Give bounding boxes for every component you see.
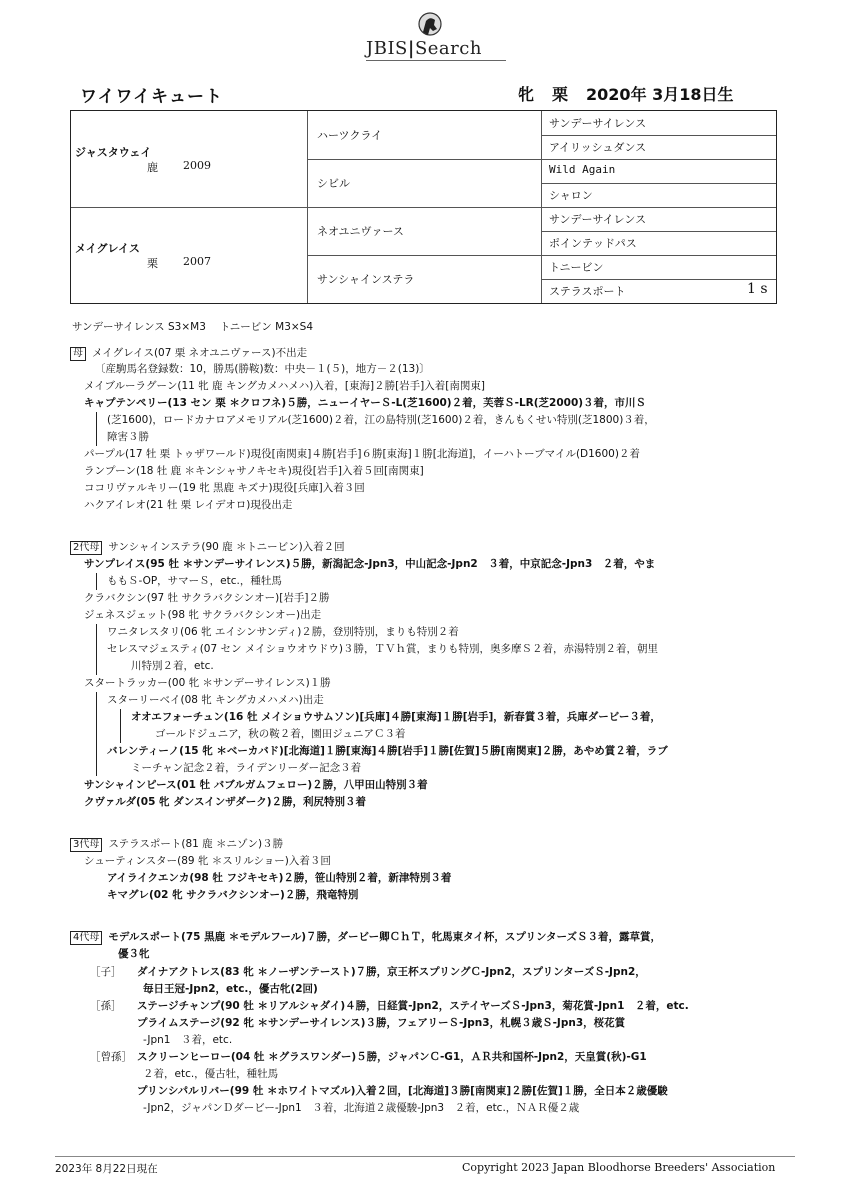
generation-label-child: ［子］ [90,966,122,978]
second-dam-foal: スタートラッカー(00 牝 ＊サンデーサイレンス)１勝 [84,677,331,689]
dam-produce-summary: 〔産駒馬名登録数：10，勝馬(勝鞍)数：中央－１(５)，地方－２(13)〕 [95,363,430,375]
ped-gen3-6: ポインテッドパス [549,237,637,250]
granddaughter-foal: スターリーベイ(08 牝 キングカメハメハ)出走 [107,694,324,706]
ped-gen3-2: アイリッシュダンス [549,141,647,154]
pedigree-table [70,110,777,304]
third-dam-foal: シューティンスター(89 牝 ＊スリルショー)入着３回 [84,855,331,867]
ped-cross-note: 1 s [747,281,768,297]
granddaughter-foal: バレンティーノ(15 牝 ＊ベーカバド)[北海道]１勝[東海]４勝[岩手]１勝[佐賀]５勝[南関東]２勝，あやめ賞２着，ラブ [107,745,668,757]
dam-section-header [70,345,307,361]
generation-label-great-grandchild: ［曾孫］ [90,1051,132,1063]
indent-bar [96,624,97,675]
dam-foal: キャプテンペリー(13 セン 栗 ＊クロフネ)５勝，ニューイヤーＳ-L(芝1600)２着，芙蓉Ｓ-LR(芝2000)３着，市川Ｓ [84,397,647,409]
fourth-dam-descendant: ステージチャンプ(90 牡 ＊リアルシャダイ)４勝，日経賞-Jpn2，ステイヤーズＳ-Jpn3，菊花賞-Jpn1 ２着，etc. [137,1000,689,1012]
indent-bar [120,709,121,743]
fourth-dam-descendant-cont: ２着，etc.，優古牡，種牡馬 [143,1068,279,1080]
ped-divider [307,255,776,256]
third-dam-header [70,836,283,852]
inbreeding-note: サンデーサイレンス S3×M3 トニービン M3×S4 [72,321,314,333]
ped-gen3-5: サンデーサイレンス [549,213,647,226]
dam-foal: ランプーン(18 牡 鹿 ＊キンシャサノキセキ)現役[岩手]入着５回[南関東] [84,465,424,477]
third-dam-grandfoal: キマグレ(02 牝 サクラバクシンオー)２勝，飛竜特別 [107,889,359,901]
dam-year: 2007 [183,255,211,268]
fourth-dam-descendant: プリンシパルリバー(99 牡 ＊ホワイトマズル)入着２回，[北海道]３勝[南関東]２勝[佐賀]１勝，全日本２歳優駿 [137,1085,668,1097]
granddaughter-foal-cont: ミーチャン記念２着，ライデンリーダー記念３着 [131,762,362,774]
second-dam-foal: ジェネスジェット(98 牝 サクラバクシンオー)出走 [84,609,322,621]
logo-sub: Search [414,38,482,59]
dam-dam: サンシャインステラ [317,273,415,286]
fourth-dam-line-cont: 優３牝 [118,948,150,960]
sire-color: 鹿 [147,161,158,174]
ped-gen3-7: トニービン [549,261,604,274]
second-dam-foal: サンシャインピース(01 牡 バブルガムフェロー)２勝，八甲田山特別３着 [84,779,428,791]
ped-divider [307,159,776,160]
dam-foal: ココリヴァルキリー(19 牝 黒鹿 キズナ)現役[兵庫]入着３回 [84,482,365,494]
sire-name: ジャスタウェイ [75,146,152,159]
third-dam-tag: 3代母 [70,838,102,852]
copyright: Copyright 2023 Japan Bloodhorse Breeders' Association [462,1161,776,1174]
fourth-dam-descendant-cont: -Jpn2，ジャパンＤダービー-Jpn1 ３着，北海道２歳優駿-Jpn3 ２着，etc.，ＮＡＲ優２歳 [143,1102,580,1114]
dam-foal-cont: (芝1600)，ロードカナロアメモリアル(芝1600)２着，江の島特別(芝1600)２着，きんもくせい特別(芝1800)３着， [107,414,655,426]
ped-divider [541,279,776,280]
fourth-dam-descendant-cont: 毎日王冠-Jpn2，etc.，優古牝(2回) [143,983,318,995]
logo-text: JBIS [366,38,408,59]
dam-foal-cont: 障害３勝 [107,431,149,443]
footer-rule [55,1156,795,1157]
dam-tag: 母 [70,347,86,361]
dam-color: 栗 [147,257,158,270]
indent-bar [96,692,97,776]
indent-bar [96,412,97,446]
third-dam-grandfoal: アイライクエンカ(98 牡 フジキセキ)２勝，笹山特別２着，新津特別３着 [107,872,452,884]
granddaughter-foal: ワニタレスタリ(06 牝 エイシンサンディ)２勝，登別特別，まりも特別２着 [107,626,459,638]
fourth-dam-line: モデルスポート(75 黒鹿 ＊モデルフール)７勝，ダービー卿ＣｈＴ，牝馬東タイ杯，スプリンターズＳ３着，露草賞， [108,931,662,943]
ped-divider [71,207,776,208]
sire-sire: ハーツクライ [317,129,383,142]
second-dam-tag: 2代母 [70,541,102,555]
dam-foal: ハクアイレオ(21 牡 栗 レイデオロ)現役出走 [84,499,293,511]
logo-underline [366,60,506,61]
ped-divider [541,231,776,232]
generation-label-grandchild: ［孫］ [90,1000,122,1012]
fourth-dam-tag: 4代母 [70,931,102,945]
sire-dam: シビル [317,177,350,190]
dam-foal: パープル(17 牡 栗 トゥザワールド)現役[南関東]４勝[岩手]６勝[東海]１勝[北海道]，イーハトーブマイル(D1600)２着 [84,448,640,460]
as-of-date: 2023年 8月22日現在 [55,1163,158,1175]
ped-divider [541,183,776,184]
ped-gen3-4: シャロン [549,189,593,202]
second-dam-header [70,539,345,555]
dam-sire: ネオユニヴァース [317,225,404,238]
jbis-logo [366,12,506,58]
fourth-dam-header [70,929,661,945]
ped-gen3-1: サンデーサイレンス [549,117,647,130]
ped-gen3-3: Wild Again [549,163,616,176]
granddaughter-foal: セレスマジェスティ(07 セン メイショウオウドウ)３勝，ＴＶｈ賞，まりも特別，奥多摩Ｓ２着，赤湯特別２着，朝里 [107,643,659,655]
second-dam-foal-cont: ももＳ-OP，サマーＳ，etc.，種牡馬 [107,575,282,587]
ped-gen3-8: ステラスポート [549,285,626,298]
indent-bar [96,573,97,590]
dam-name: メイグレイス [75,242,140,255]
fourth-dam-descendant: ダイナアクトレス(83 牝 ＊ノーザンテースト)７勝，京王杯スプリングＣ-Jpn2，スプリンターズＳ-Jpn2， [137,966,646,978]
granddaughter-foal-cont: 川特別２着，etc. [131,660,214,672]
logo-separator: | [407,38,415,59]
second-dam-foal: クラバクシン(97 牡 サクラバクシンオー)[岩手]２勝 [84,592,330,604]
dam-foal: メイブルーラグーン(11 牝 鹿 キングカメハメハ)入着，[東海]２勝[岩手]入着[南関東] [84,380,485,392]
fourth-dam-descendant: プライムステージ(92 牝 ＊サンデーサイレンス)３勝，フェアリーＳ-Jpn3，札幌３歳Ｓ-Jpn3，桜花賞 [137,1017,626,1029]
second-dam-foal: サンプレイス(95 牡 ＊サンデーサイレンス)５勝，新潟記念-Jpn3，中山記念-Jpn2 ３着，中京記念-Jpn3 ２着，やま [84,558,656,570]
fourth-dam-descendant: スクリーンヒーロー(04 牡 ＊グラスワンダー)５勝，ジャパンＣ-G1，ＡＲ共和国杯-Jpn2，天皇賞(秋)-G1 [137,1051,647,1063]
dam-line: メイグレイス(07 栗 ネオユニヴァース)不出走 [92,347,308,359]
horse-color: 栗 [552,85,569,104]
horse-birth: 2020年 3月18日生 [586,85,734,104]
horse-sex: 牝 [518,85,535,104]
sire-year: 2009 [183,159,211,172]
ped-divider [541,135,776,136]
horse-name: ワイワイキュート [80,87,223,107]
horse-profile [518,82,734,105]
great-grand-foal-cont: ゴールドジュニア，秋の鞍２着，園田ジュニアＣ３着 [155,728,406,740]
great-grand-foal: オオエフォーチュン(16 牡 メイショウサムソン)[兵庫]４勝[東海]１勝[岩手]，新春賞３着，兵庫ダービー３着， [131,711,661,723]
second-dam-foal: クヴァルダ(05 牝 ダンスインザダーク)２勝，利尻特別３着 [84,796,367,808]
fourth-dam-descendant-cont: -Jpn1 ３着，etc. [143,1034,233,1046]
third-dam-line: ステラスポート(81 鹿 ＊ニゾン)３勝 [108,838,284,850]
second-dam-line: サンシャインステラ(90 鹿 ＊トニービン)入着２回 [108,541,345,553]
